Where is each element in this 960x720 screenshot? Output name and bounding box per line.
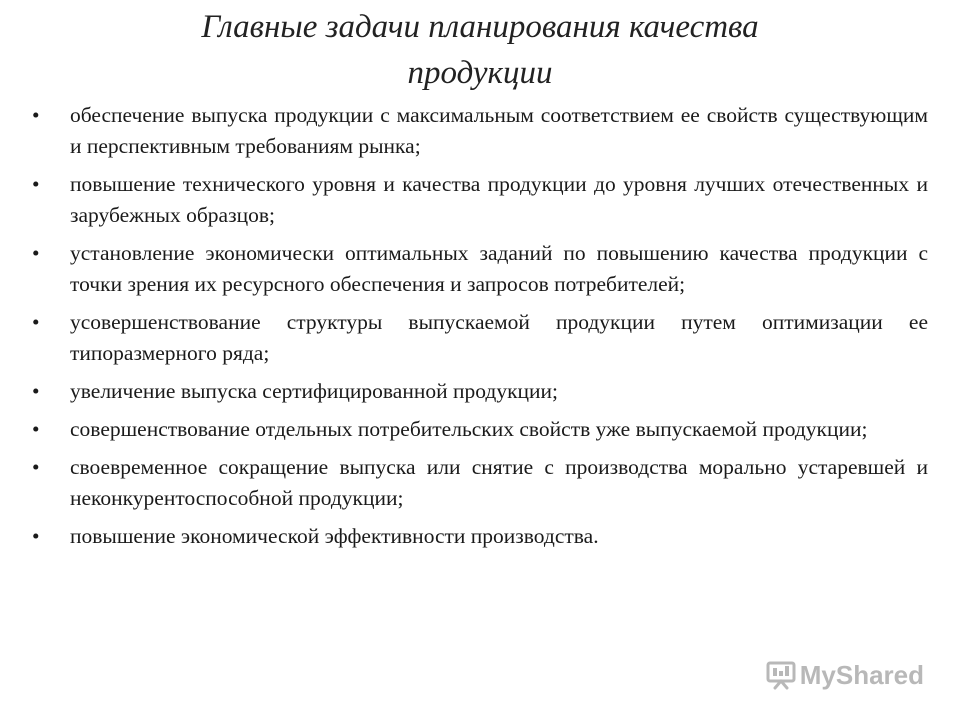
bullet-list — [30, 100, 928, 559]
bullet-dot: • — [32, 103, 40, 127]
slide-title-line-1: Главные задачи планирования качества — [201, 9, 759, 45]
bullet-text: своевременное сокращение выпуска или снятие с производства морально устаревшей и неконкурентоспособной продукции; — [70, 455, 928, 510]
bullet-text: повышение технического уровня и качества продукции до уровня лучших отечественных и зарубежных образцов; — [70, 172, 928, 227]
slide-title-line-2: продукции — [407, 55, 553, 91]
bullet-item-6 — [30, 414, 928, 445]
bullet-text: совершенствование отдельных потребительских свойств уже выпускаемой продукции; — [70, 417, 868, 441]
bullet-text: увеличение выпуска сертифицированной продукции; — [70, 379, 559, 403]
bullet-item-7 — [30, 452, 928, 514]
bullet-text: установление экономически оптимальных заданий по повышению качества продукции с точки зрения их ресурсного обеспечения и запросов потребителей; — [70, 241, 928, 296]
myshared-watermark[interactable] — [766, 655, 924, 695]
bullet-dot: • — [32, 417, 40, 441]
bullet-item-8 — [30, 521, 928, 552]
bullet-item-4 — [30, 307, 928, 369]
bullet-dot: • — [32, 310, 40, 334]
bullet-item-2 — [30, 169, 928, 231]
slide-title — [60, 4, 900, 96]
bullet-text: повышение экономической эффективности производства. — [70, 524, 599, 548]
bullet-dot: • — [32, 172, 40, 196]
bullet-item-5 — [30, 376, 928, 407]
bullet-dot: • — [32, 379, 40, 403]
bullet-dot: • — [32, 455, 40, 479]
myshared-logo-text: MyShared — [799, 659, 924, 690]
bullet-item-1 — [30, 100, 928, 162]
bullet-dot: • — [32, 524, 40, 548]
bullet-text: усовершенствование структуры выпускаемой продукции путем оптимизации ее типоразмерного ряда; — [70, 310, 928, 365]
bullet-text: обеспечение выпуска продукции с максимальным соответствием ее свойств существующим и перспективным требованиям рынка; — [70, 103, 928, 158]
bullet-dot: • — [32, 241, 40, 265]
presentation-board-icon — [766, 660, 796, 690]
bullet-item-3 — [30, 238, 928, 300]
